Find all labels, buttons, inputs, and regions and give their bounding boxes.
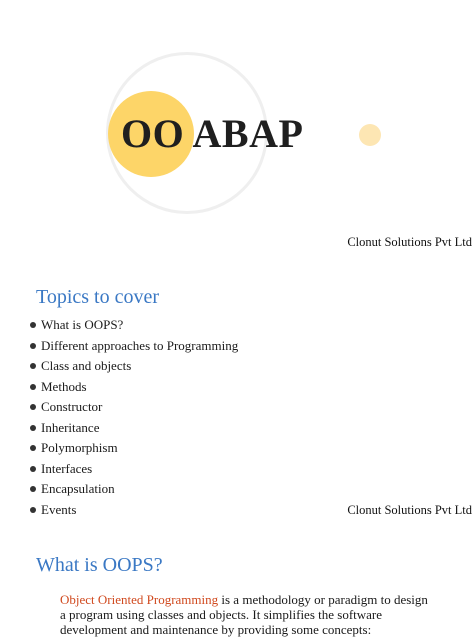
decorative-small-circle — [359, 124, 381, 146]
list-item-label: Inheritance — [41, 419, 100, 435]
list-item-label: What is OOPS? — [41, 317, 124, 332]
list-item-label: Constructor — [41, 399, 103, 414]
bullet-icon — [30, 363, 36, 369]
bullet-icon — [30, 384, 36, 390]
list-item — [28, 479, 238, 500]
topics-slide — [0, 262, 474, 530]
title-slide — [0, 0, 474, 262]
company-name: Clonut Solutions Pvt Ltd — [347, 503, 472, 517]
list-item — [28, 377, 238, 398]
list-item — [28, 397, 238, 418]
list-item-label: Polymorphism — [41, 440, 118, 455]
paragraph-text: development and maintenance by providing some concepts: — [60, 622, 372, 637]
list-item — [28, 459, 238, 480]
topics-list — [28, 315, 238, 520]
bullet-icon — [30, 445, 36, 451]
bullet-icon — [30, 343, 36, 349]
paragraph-text: is a methodology or paradigm to design — [218, 592, 428, 607]
bullet-icon — [30, 404, 36, 410]
bullet-icon — [30, 507, 36, 513]
company-name: Clonut Solutions Pvt Ltd — [347, 235, 472, 249]
bullet-icon — [30, 425, 36, 431]
list-item — [28, 500, 238, 521]
slide-heading: Topics to cover — [36, 286, 160, 308]
slide-heading: What is OOPS? — [36, 554, 163, 576]
list-item — [28, 356, 238, 377]
paragraph-text: a program using classes and objects. It simplifies the software — [60, 607, 383, 622]
bullet-icon — [30, 486, 36, 492]
definition-paragraph — [60, 592, 440, 637]
list-item-label: Interfaces — [41, 460, 93, 476]
bullet-icon — [30, 466, 36, 472]
list-item-label: Methods — [41, 378, 87, 394]
slide-title: OO ABAP — [121, 111, 304, 156]
list-item-label: Different approaches to Programming — [41, 337, 239, 353]
list-item — [28, 336, 238, 357]
list-item-label: Class and objects — [41, 358, 132, 373]
definition-slide — [0, 530, 474, 637]
bullet-icon — [30, 322, 36, 328]
list-item-label: Encapsulation — [41, 481, 115, 496]
highlighted-term: Object Oriented Programming — [60, 592, 219, 607]
list-item — [28, 438, 238, 459]
list-item — [28, 418, 238, 439]
list-item-label: Events — [41, 501, 77, 517]
list-item — [28, 315, 238, 336]
